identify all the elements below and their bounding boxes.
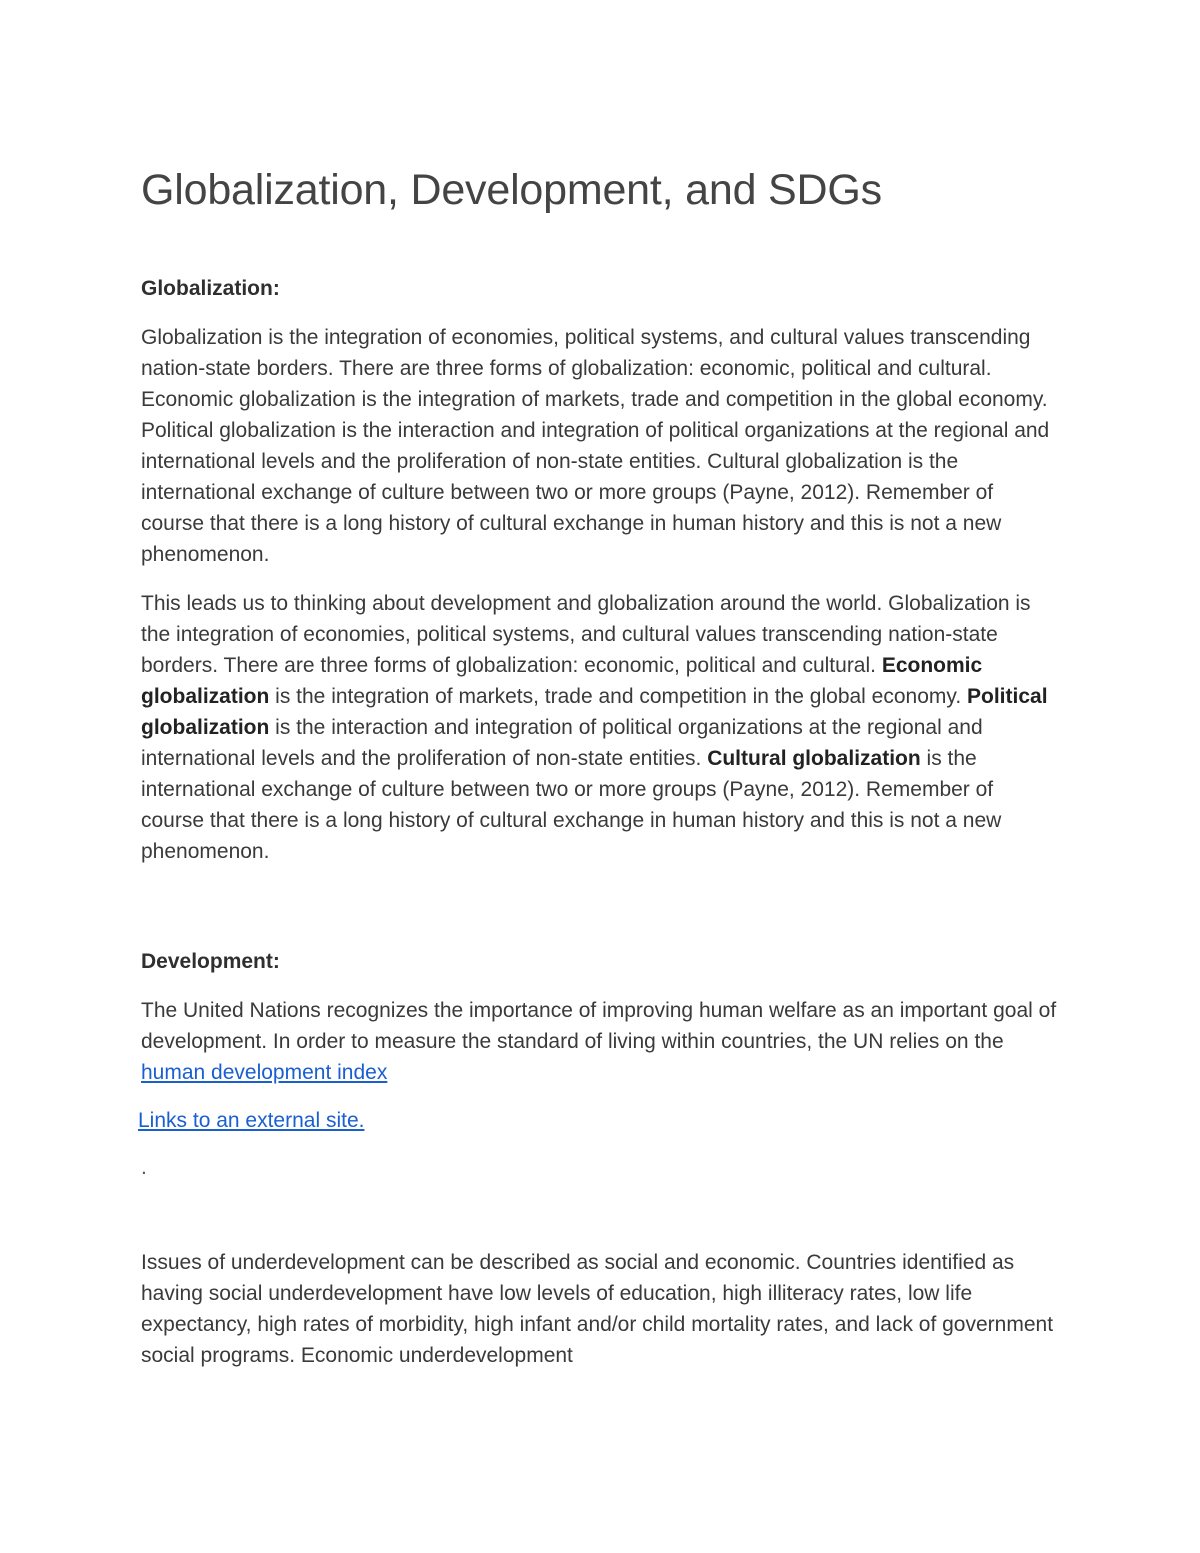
document-page [138,160,1061,1371]
spacer [141,220,1061,273]
globalization-paragraph-2 [141,588,1061,867]
spacer [141,1183,1061,1247]
spacer [141,867,1061,946]
external-site-link[interactable]: Links to an external site. [138,1109,365,1132]
development-heading: Development: [141,950,280,973]
spacer [141,1136,1061,1152]
globalization-heading: Globalization: [141,277,280,300]
paragraph-text: This leads us to thinking about development and globalization around the world. Globalization is the integration of economies, political systems, and cultural values transcending nation-state borders. There are three forms of globalization: economic, political and cultural. [141,592,1031,677]
spacer [141,304,1061,322]
paragraph-text: is the integration of markets, trade and competition in the global economy. [269,685,967,708]
spacer [141,977,1061,995]
human-development-index-link[interactable]: human development index [141,1061,388,1084]
development-paragraph-2: Issues of underdevelopment can be described as social and economic. Countries identified as having social underdevelopment have low levels of education, high illiteracy rates, low life expectancy, high rates of morbidity, high infant and/or child mortality rates, and lack of government social programs. Economic underdevelopment [141,1251,1054,1367]
external-link-line [138,1105,1061,1136]
globalization-paragraph-1: Globalization is the integration of economies, political systems, and cultural values transcending nation-state borders. There are three forms of globalization: economic, political and cultural. Economic globalization is the integration of markets, trade and competition in the global economy. Political globalization is the interaction and integration of political organizations at the regional and international levels and the proliferation of non-state entities. Cultural globalization is the international exchange of culture between two or more groups (Payne, 2012). Remember of course that there is a long history of cultural exchange in human history and this is not a new phenomenon. [141,326,1050,566]
document-title: Globalization, Development, and SDGs [141,166,882,214]
spacer [141,1088,1061,1105]
paragraph-text: is the international exchange of culture between two or more groups (Payne, 2012). Remember of course that there is a long history of cultural exchange in human history and this is not a new phenomenon. [141,747,1002,863]
paragraph-text: The United Nations recognizes the importance of improving human welfare as an important goal of development. In order to measure the standard of living within countries, the UN relies on the [141,999,1057,1053]
term-political-globalization: Political globalization [141,685,1048,739]
paragraph-text: is the interaction and integration of political organizations at the regional and international levels and the proliferation of non-state entities. [141,716,983,770]
term-cultural-globalization: Cultural globalization [707,747,921,770]
period-line: . [141,1156,147,1179]
spacer [141,570,1061,588]
term-economic-globalization: Economic globalization [141,654,983,708]
development-paragraph-1 [141,995,1061,1088]
